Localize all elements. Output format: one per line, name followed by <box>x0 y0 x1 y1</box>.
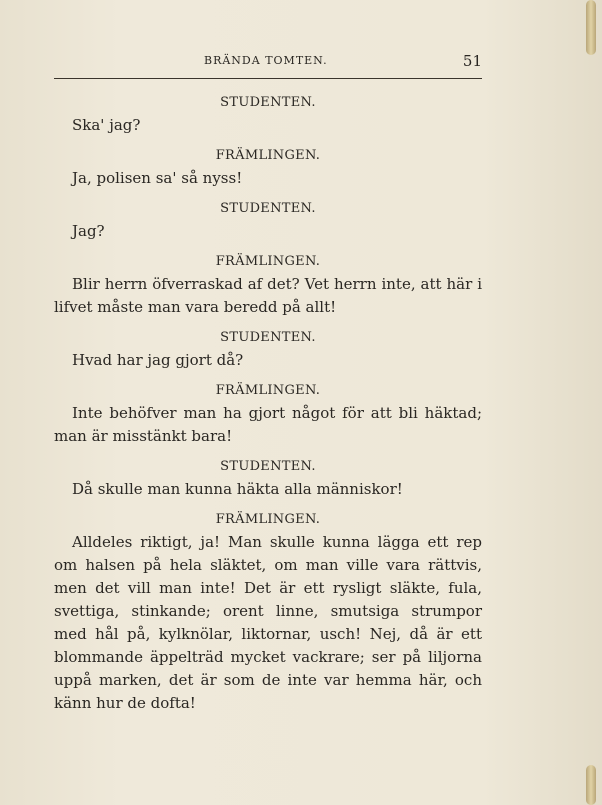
speaker-heading: STUDENTEN. <box>220 459 316 474</box>
header-rule <box>54 78 482 79</box>
speaker-heading: FRÄMLINGEN. <box>215 148 321 163</box>
speaker-heading: STUDENTEN. <box>220 95 316 110</box>
page-tab-top <box>586 0 596 55</box>
speaker-heading: FRÄMLINGEN. <box>215 254 321 269</box>
dialogue-line: Ja, polisen sa' så nyss! <box>72 169 243 187</box>
speaker-heading: FRÄMLINGEN. <box>215 512 321 527</box>
speaker-heading: STUDENTEN. <box>220 330 316 345</box>
speaker-heading: FRÄMLINGEN. <box>215 383 321 398</box>
dialogue-line: Hvad har jag gjort då? <box>72 351 244 369</box>
dialogue-line: Inte behöfver man ha gjort något för att bli häktad; man är misstänkt bara! <box>54 404 482 445</box>
dialogue-line: Då skulle man kunna häkta alla människor! <box>72 480 403 498</box>
dialogue-line: Blir herrn öfverraskad af det? Vet herrn inte, att här i lifvet måste man vara beredd på allt! <box>54 275 482 316</box>
page-header <box>54 52 482 74</box>
dialogue-body <box>54 92 482 715</box>
dialogue-line: Ska' jag? <box>72 116 141 134</box>
page-number: 51 <box>462 52 482 70</box>
dialogue-line: Jag? <box>72 222 105 240</box>
page-tab-bottom <box>586 765 596 805</box>
speaker-heading: STUDENTEN. <box>220 201 316 216</box>
running-title: BRÄNDA TOMTEN. <box>204 54 328 67</box>
dialogue-line: Alldeles riktigt, ja! Man skulle kunna lägga ett rep om halsen på hela släktet, om man ville vara rättvis, men det vill man inte! Det är ett rysligt släkte, fula, svettiga, stinkande; orent linne, smutsiga strumpor med hål på, kylknölar, liktornar, usch! Nej, då är ett blommande äppelträd mycket vackrare; ser på liljorna uppå marken, det är som de inte var hemma här, och känn hur de dofta! <box>54 533 482 712</box>
